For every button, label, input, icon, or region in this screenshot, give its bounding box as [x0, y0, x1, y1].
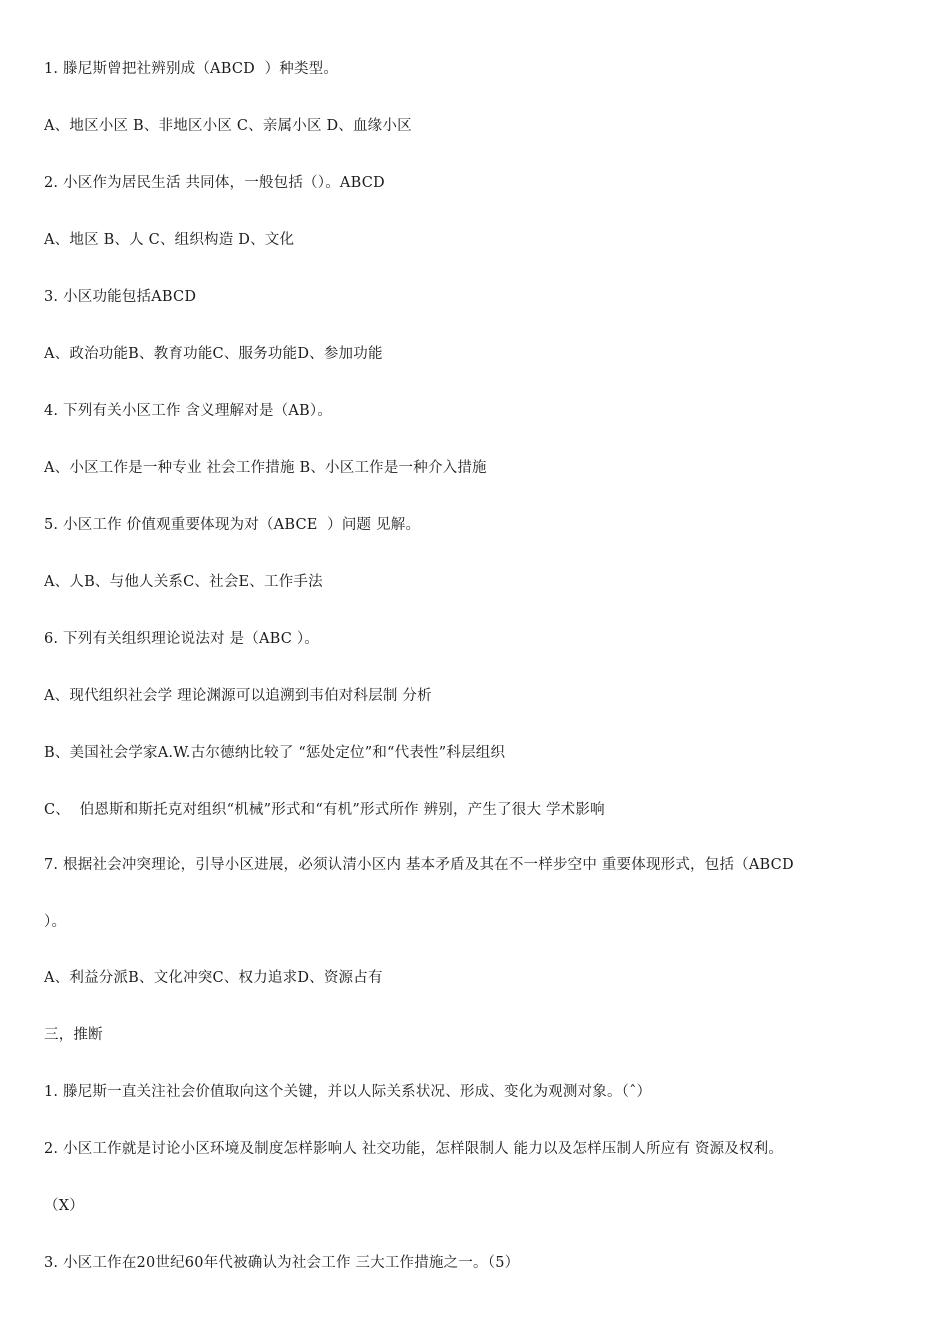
- question-3-options: A、政治功能B、教育功能C、服务功能D、参加功能: [44, 346, 383, 362]
- question-7-continued: ）。: [44, 914, 67, 930]
- question-6-option-b: B、美国社会学家A.W.古尔德纳比较了 “惩处定位”和“代表性”科层组织: [44, 745, 506, 761]
- question-7: 7. 根据社会冲突理论，引导小区进展，必须认清小区内 基本矛盾及其在不一样步空中 重要体现形式，包括（ABCD: [44, 857, 794, 873]
- judgement-3: 3. 小区工作在20世纪60年代被确认为社会工作 三大工作措施之一。（5）: [44, 1255, 520, 1271]
- question-7-options: A、利益分派B、文化冲突C、权力追求D、资源占有: [44, 970, 383, 986]
- judgement-2-answer: （X）: [44, 1198, 84, 1214]
- question-6: 6. 下列有关组织理论说法对 是（ABC ）。: [44, 631, 320, 647]
- question-4-options: A、小区工作是一种专业 社会工作措施 B、小区工作是一种介入措施: [44, 460, 487, 476]
- question-1-options: A、地区小区 B、非地区小区 C、亲属小区 D、血缘小区: [44, 118, 412, 134]
- question-5: 5. 小区工作 价值观重要体现为对（ABCE ）问题 见解。: [44, 517, 421, 533]
- question-5-options: A、人B、与他人关系C、社会E、工作手法: [44, 574, 323, 590]
- judgement-1: 1. 滕尼斯一直关注社会价值取向这个关键，并以人际关系状况、形成、变化为观测对象。（ˆ）: [44, 1084, 652, 1100]
- question-1: 1. 滕尼斯曾把社辨别成（ABCD ）种类型。: [44, 61, 339, 77]
- section-heading-judgement: 三，推断: [44, 1027, 103, 1043]
- question-2-options: A、地区 B、人 C、组织构造 D、文化: [44, 232, 295, 248]
- judgement-2: 2. 小区工作就是讨论小区环境及制度怎样影响人 社交功能，怎样限制人 能力以及怎样压制人所应有 资源及权利。: [44, 1141, 784, 1157]
- question-3: 3. 小区功能包括ABCD: [44, 289, 197, 305]
- question-2: 2. 小区作为居民生活 共同体，一般包括（）。ABCD: [44, 175, 385, 191]
- question-4: 4. 下列有关小区工作 含义理解对是（AB）。: [44, 403, 333, 419]
- question-6-option-a: A、现代组织社会学 理论渊源可以追溯到韦伯对科层制 分析: [44, 688, 432, 704]
- question-6-option-c: C、 伯恩斯和斯托克对组织“机械”形式和“有机”形式所作 辨别，产生了很大 学术影响: [44, 802, 605, 818]
